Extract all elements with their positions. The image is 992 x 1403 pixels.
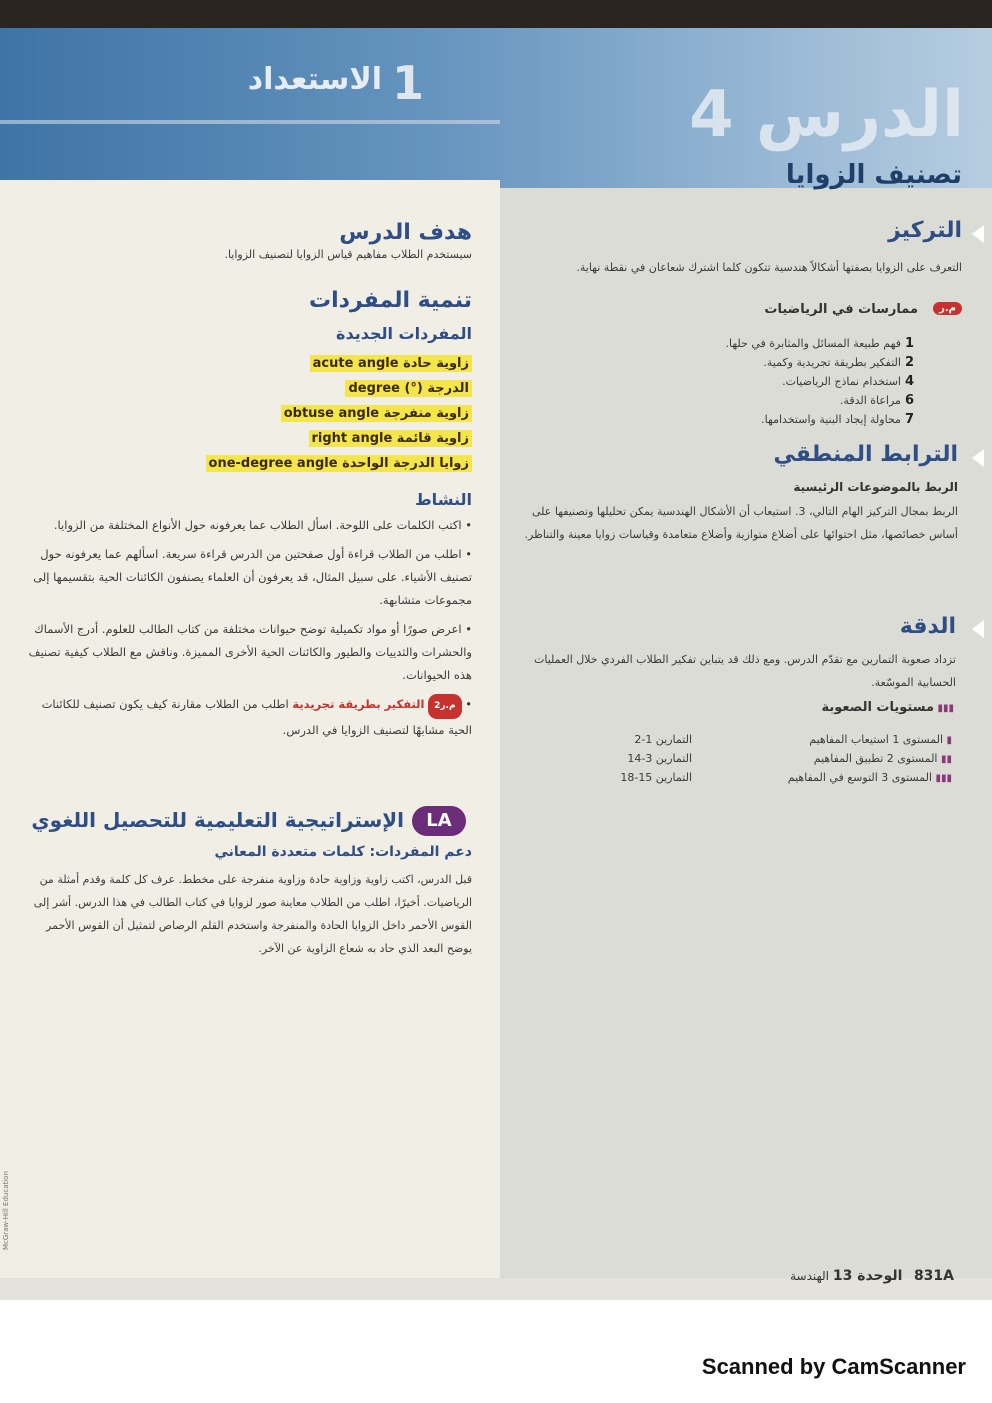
vocab-item: الدرجة (°) degree [345, 377, 472, 396]
level-3-label: ▮▮▮ المستوى 3 التوسع في المفاهيم [787, 771, 952, 784]
level-2-exercises: التمارين 3-14 [627, 752, 692, 765]
lesson-subtitle: تصنيف الزوايا [785, 160, 962, 190]
levels-title: ▮▮▮ مستويات الصعوبة [821, 700, 954, 715]
coherence-subtitle: الربط بالموضوعات الرئيسية [793, 480, 958, 494]
vocab-item: زاوية قائمة right angle [309, 427, 473, 446]
abstract-badge: م.ر2 [428, 694, 461, 719]
activity-item: • م.ر2 التفكير بطريقة تجريدية اطلب من الطلاب مقارنة كيف يكون تصنيف للكائنات الحية مشابهًا لتصنيف الزوايا في الدرس. [26, 693, 472, 742]
side-credit: McGraw-Hill Education [2, 1171, 10, 1250]
coherence-marker-icon [972, 449, 984, 467]
practice-item: 6مراعاة الدقة. [839, 393, 914, 408]
prep-title: الاستعداد [247, 62, 382, 97]
header-divider [0, 120, 500, 124]
focus-title: التركيز [888, 218, 962, 243]
coherence-text: الربط بمجال التركيز الهام التالي، 3. استيعاب أن الأشكال الهندسية يمكن تحليلها وتصنيفها على أساس خصائصها، مثل احتوائها على أضلاع متوازية وأضلاع متعامدة وقياسات زوايا معينة والتناظر. [524, 505, 958, 541]
lesson-label: الدرس 4 [689, 78, 964, 152]
level-2-label: ▮▮ المستوى 2 تطبيق المفاهيم [813, 752, 952, 765]
activity-list [26, 514, 472, 748]
level-1-exercises: التمارين 1-2 [634, 733, 692, 746]
activity-item: • اعرض صورًا أو مواد تكميلية توضح حيوانات مختلفة من كتاب الطالب للعلوم. أدرج الأسماك والحشرات والثدييات والطيور والكائنات الحية الأخرى المميزة. وناقش مع الطلاب كيفية تصنيف هذه الحيوانات. [28, 622, 472, 682]
language-title: الإستراتيجية التعليمية للتحصيل اللغوي [31, 808, 404, 832]
practices-list [534, 334, 914, 429]
language-badge: LA [412, 806, 466, 836]
language-text: قبل الدرس، اكتب زاوية وزاوية حادة وزاوية منفرجة على مخطط. عرف كل كلمة وقدم أمثلة من الرياضيات. أخيرًا، اطلب من الطلاب معاينة صور لزوايا في كتاب الطالب في هذا الدرس. أشر إلى القوس الأحمر داخل الزوايا الحادة والمنفرجة واستخدم القلم الرصاص لتمثيل أن القوس الأحمر يوضح البعد الذي حاد به شعاع الزاوية عن الآخر. [33, 873, 472, 955]
practice-item: 2التفكير بطريقة تجريدية وكمية. [763, 355, 914, 370]
level-3-exercises: التمارين 15-18 [620, 771, 692, 784]
focus-text: التعرف على الزوايا بصفتها أشكالاً هندسية تتكون كلما اشترك شعاعان في نقطة نهاية. [576, 261, 962, 274]
activity-title: النشاط [415, 490, 472, 509]
rigor-title: الدقة [899, 614, 956, 639]
rigor-marker-icon [972, 620, 984, 638]
vocab-item: زاوية حادة acute angle [310, 352, 472, 371]
language-subtitle: دعم المفردات: كلمات متعددة المعاني [214, 844, 472, 860]
subject-label: الهندسة [790, 1269, 830, 1283]
practice-item: 4استخدام نماذج الرياضيات. [782, 374, 914, 389]
activity-item: • اطلب من الطلاب قراءة أول صفحتين من الدرس قراءة سريعة. اسألهم عما يعرفونه حول تصنيف الأشياء. على سبيل المثال، قد يعرفون أن العلماء يصنفون الكائنات الحية بتقسيمها إلى مجموعات متشابهة. [33, 547, 472, 607]
activity-item: • اكتب الكلمات على اللوحة. اسأل الطلاب عما يعرفونه حول الأنواع المختلفة من الزوايا. [53, 518, 472, 532]
unit-label: الوحدة 13 [832, 1268, 903, 1284]
level-1-label: ▮ المستوى 1 استيعاب المفاهيم [809, 733, 952, 746]
camscanner-watermark: Scanned by CamScanner [701, 1354, 966, 1379]
page-footer [790, 1268, 954, 1284]
practice-item: 7محاولة إيجاد البنية واستخدامها. [761, 412, 914, 427]
abstract-label: التفكير بطريقة تجريدية [292, 697, 425, 711]
objective-text: سيستخدم الطلاب مفاهيم قياس الزوايا لتصنيف الزوايا. [224, 248, 472, 261]
vocab-item: زوايا الدرجة الواحدة one-degree angle [206, 452, 472, 471]
coherence-title: الترابط المنطقي [773, 442, 958, 467]
rigor-text: تزداد صعوبة التمارين مع تقدّم الدرس. ومع ذلك قد يتباين تفكير الطلاب الفردي خلال العمليات الحسابية الموسّعة. [534, 653, 956, 689]
scan-top-edge [0, 0, 992, 28]
practice-item: 1فهم طبيعة المسائل والمثابرة في حلها. [725, 336, 914, 351]
prep-number: 1 [392, 56, 425, 110]
vocabulary-title: تنمية المفردات [309, 288, 472, 313]
practices-title: ممارسات في الرياضيات [764, 302, 918, 317]
practices-header [512, 298, 962, 328]
vocab-item: زاوية منفرجة obtuse angle [281, 402, 472, 421]
page-number: 831A [913, 1268, 954, 1284]
new-vocabulary-title: المفردات الجديدة [336, 324, 472, 343]
objective-title: هدف الدرس [339, 220, 472, 245]
levels-bars-icon: ▮▮▮ [934, 703, 954, 714]
focus-marker-icon [972, 225, 984, 243]
practices-badge: م.ر [933, 302, 962, 315]
